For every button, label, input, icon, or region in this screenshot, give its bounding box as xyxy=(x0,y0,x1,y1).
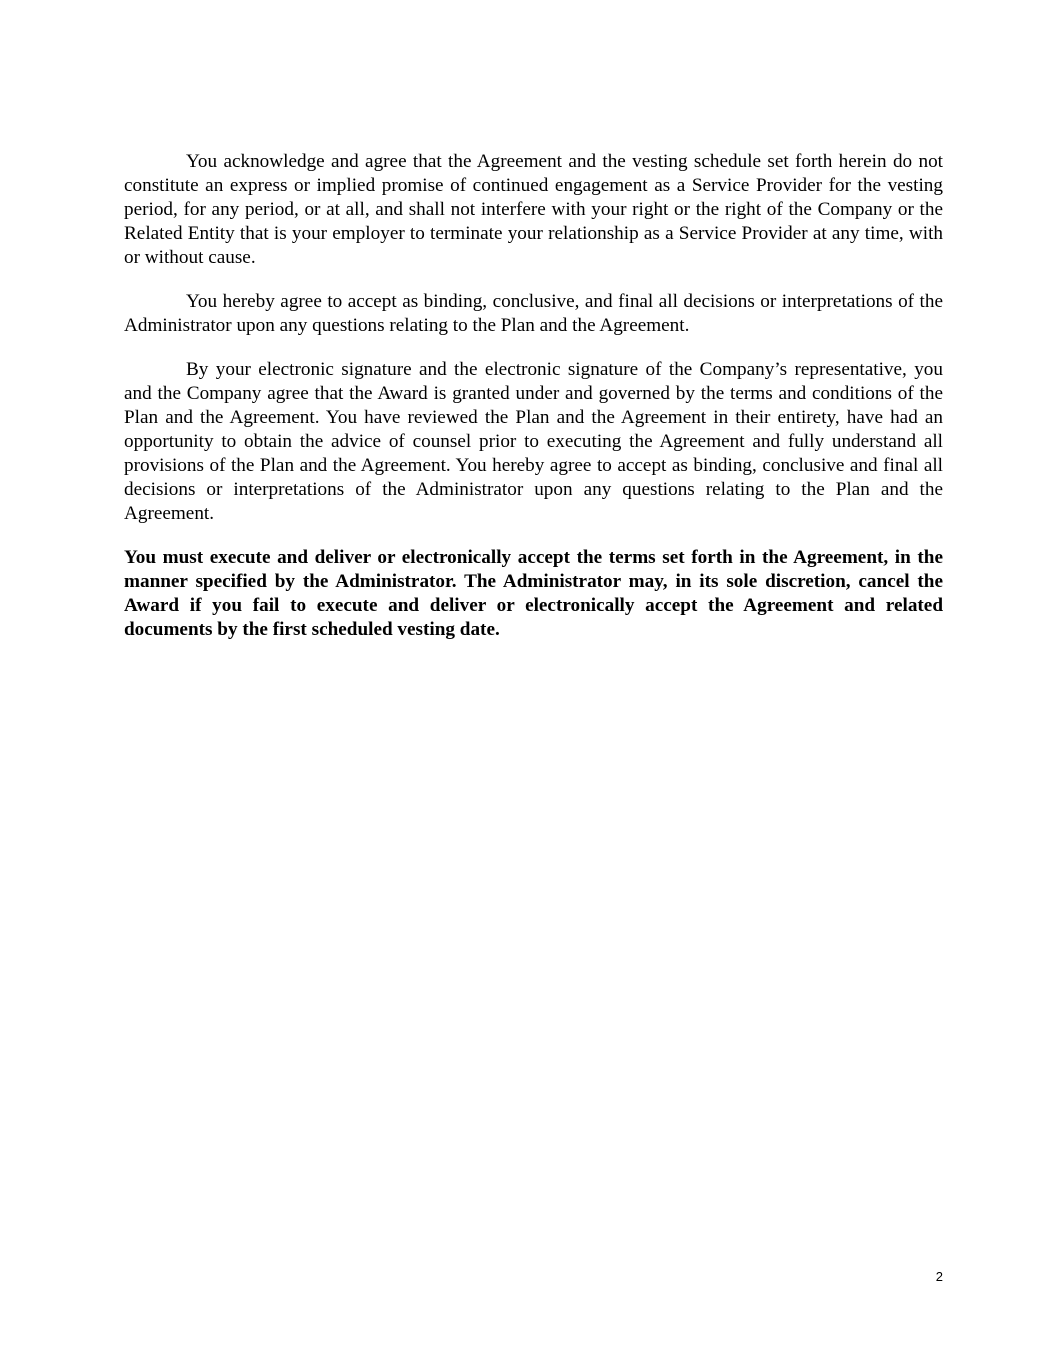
paragraph-binding-decisions: You hereby agree to accept as binding, conclusive, and final all decisions or interpretations of the Administrator upon any questions relating to the Plan and the Agreement. xyxy=(124,291,943,336)
paragraph-electronic-signature: By your electronic signature and the electronic signature of the Company’s representative, you and the Company agree that the Award is granted under and governed by the terms and conditions of the Plan and the Agreement. You have reviewed the Plan and the Agreement in their entirety, have had an opportunity to obtain the advice of counsel prior to executing the Agreement and fully understand all provisions of the Plan and the Agreement. You hereby agree to accept as binding, conclusive and final all decisions or interpretations of the Administrator upon any questions relating to the Plan and the Agreement. xyxy=(124,359,943,524)
bold-notice: You must execute and deliver or electronically accept the terms set forth in the Agreement, in the manner specified by the Administrator. The Administrator may, in its sole discretion, cancel the Award if you fail to execute and deliver or electronically accept the Agreement and related documents by the first scheduled vesting date. xyxy=(124,547,943,640)
document-body xyxy=(124,150,943,662)
paragraph-acknowledgement: You acknowledge and agree that the Agreement and the vesting schedule set forth herein do not constitute an express or implied promise of continued engagement as a Service Provider for the vesting period, for any period, or at all, and shall not interfere with your right or the right of the Company or the Related Entity that is your employer to terminate your relationship as a Service Provider at any time, with or without cause. xyxy=(124,151,943,268)
page-number: 2 xyxy=(935,1269,943,1284)
